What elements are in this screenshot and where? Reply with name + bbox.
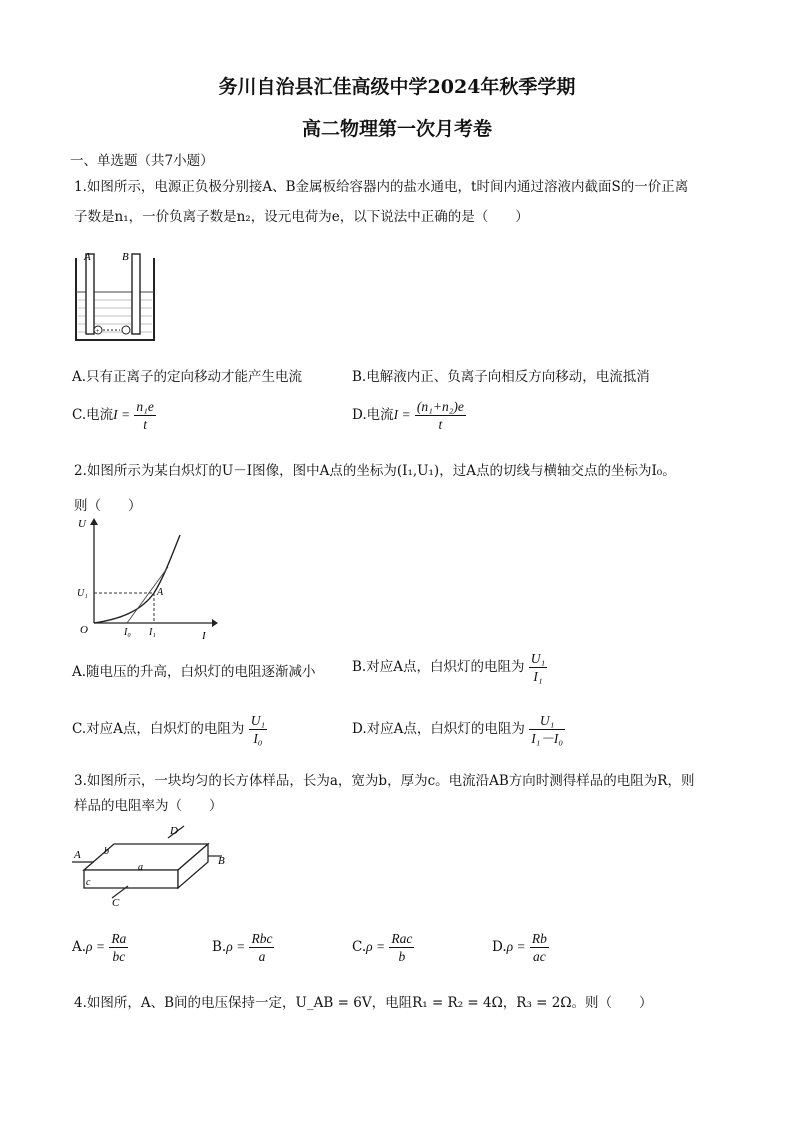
- q3-text-line2: 样品的电阻率为（ ）: [74, 798, 223, 814]
- q1-option-d[interactable]: D.电流I = $\frac{\text{(n₁+n₂)e}}{t}$: [352, 399, 464, 432]
- q2-option-c[interactable]: C.对应A点，白炽灯的电阻为 $\frac{\text{U₁}}{\text{I₀}}$: [72, 713, 266, 746]
- q2-text-line2: 则（ ）: [74, 498, 142, 514]
- q2-ui-graph: [72, 515, 222, 640]
- q4-text-line1: 4.如图所，A、B间的电压保持一定，U_AB = 6V，电阻R₁ = R₂ = 4Ω，R₃ = 2Ω。则（ ）: [74, 995, 653, 1011]
- q1-fig-label-a: A: [84, 251, 91, 263]
- q3-option-d[interactable]: D.ρ = $\frac{Rb}{ac}$: [492, 931, 547, 964]
- q2-fig-i0: I₀: [124, 627, 131, 638]
- q2-option-d[interactable]: D.对应A点，白炽灯的电阻为 $\frac{\text{U₁}}{\text{I₁－I₀}}$: [352, 713, 564, 746]
- q2-fig-i: I: [202, 630, 206, 640]
- q1-text-line2: 子数是n₁，一价负离子数是n₂，设元电荷为e，以下说法中正确的是（ ）: [74, 209, 529, 225]
- q3-option-b[interactable]: B.ρ = $\frac{\text{Rbc}}{a}$: [212, 931, 273, 964]
- q2-option-a[interactable]: A.随电压的升高，白炽灯的电阻逐渐减小: [72, 664, 316, 680]
- exam-subject-title: 高二物理第一次月考卷: [301, 118, 492, 140]
- q2-fig-u: U: [78, 518, 86, 530]
- q3-fig-c: C: [112, 897, 120, 909]
- q2-fig-i1: I₁: [149, 627, 156, 638]
- svg-text:+: +: [95, 327, 100, 335]
- q3-block-figure: [72, 822, 242, 910]
- q3-fig-wid: b: [104, 846, 109, 857]
- q2-option-b[interactable]: B.对应A点，白炽灯的电阻为 $\frac{\text{U₁}}{\text{I₁}}$: [352, 651, 546, 684]
- q2-fig-u1: U₁: [77, 588, 88, 599]
- q1-option-c[interactable]: C.电流I = $\frac{\text{n₁e}}{t}$: [72, 399, 154, 432]
- q3-option-a[interactable]: A.ρ = $\frac{Ra}{bc}$: [72, 931, 127, 964]
- q1-electrolysis-figure: [72, 250, 162, 345]
- q2-text-line1: 2.如图所示为某白炽灯的U－I图像，图中A点的坐标为(I₁,U₁)，过A点的切线与横轴交点的坐标为I₀。: [74, 463, 676, 479]
- q3-option-c[interactable]: C.ρ = $\frac{\text{Rac}}{b}$: [352, 931, 413, 964]
- exam-school-title: 务川自治县汇佳高级中学2024年秋季学期: [218, 76, 576, 98]
- q3-fig-b: B: [218, 855, 225, 867]
- q1-option-a[interactable]: A.只有正离子的定向移动才能产生电流: [72, 369, 303, 385]
- q1-fig-label-b: B: [122, 251, 129, 263]
- q3-fig-thk: c: [86, 877, 91, 888]
- q3-text-line1: 3.如图所示，一块均匀的长方体样品，长为a，宽为b，厚为c。电流沿AB方向时测得样品的电阻为R，则: [74, 773, 695, 789]
- q3-fig-d: D: [170, 825, 178, 837]
- q3-fig-len: a: [138, 862, 143, 873]
- q1-option-b[interactable]: B.电解液内正、负离子向相反方向移动，电流抵消: [352, 369, 650, 385]
- q3-fig-a: A: [74, 849, 81, 861]
- section-heading: 一、单选题（共7小题）: [70, 153, 214, 169]
- q1-text-line1: 1.如图所示，电源正负极分别接A、B金属板给容器内的盐水通电，t时间内通过溶液内截面S的一价正离: [74, 179, 689, 195]
- q2-fig-a: A: [157, 587, 164, 598]
- q2-fig-o: O: [80, 624, 88, 636]
